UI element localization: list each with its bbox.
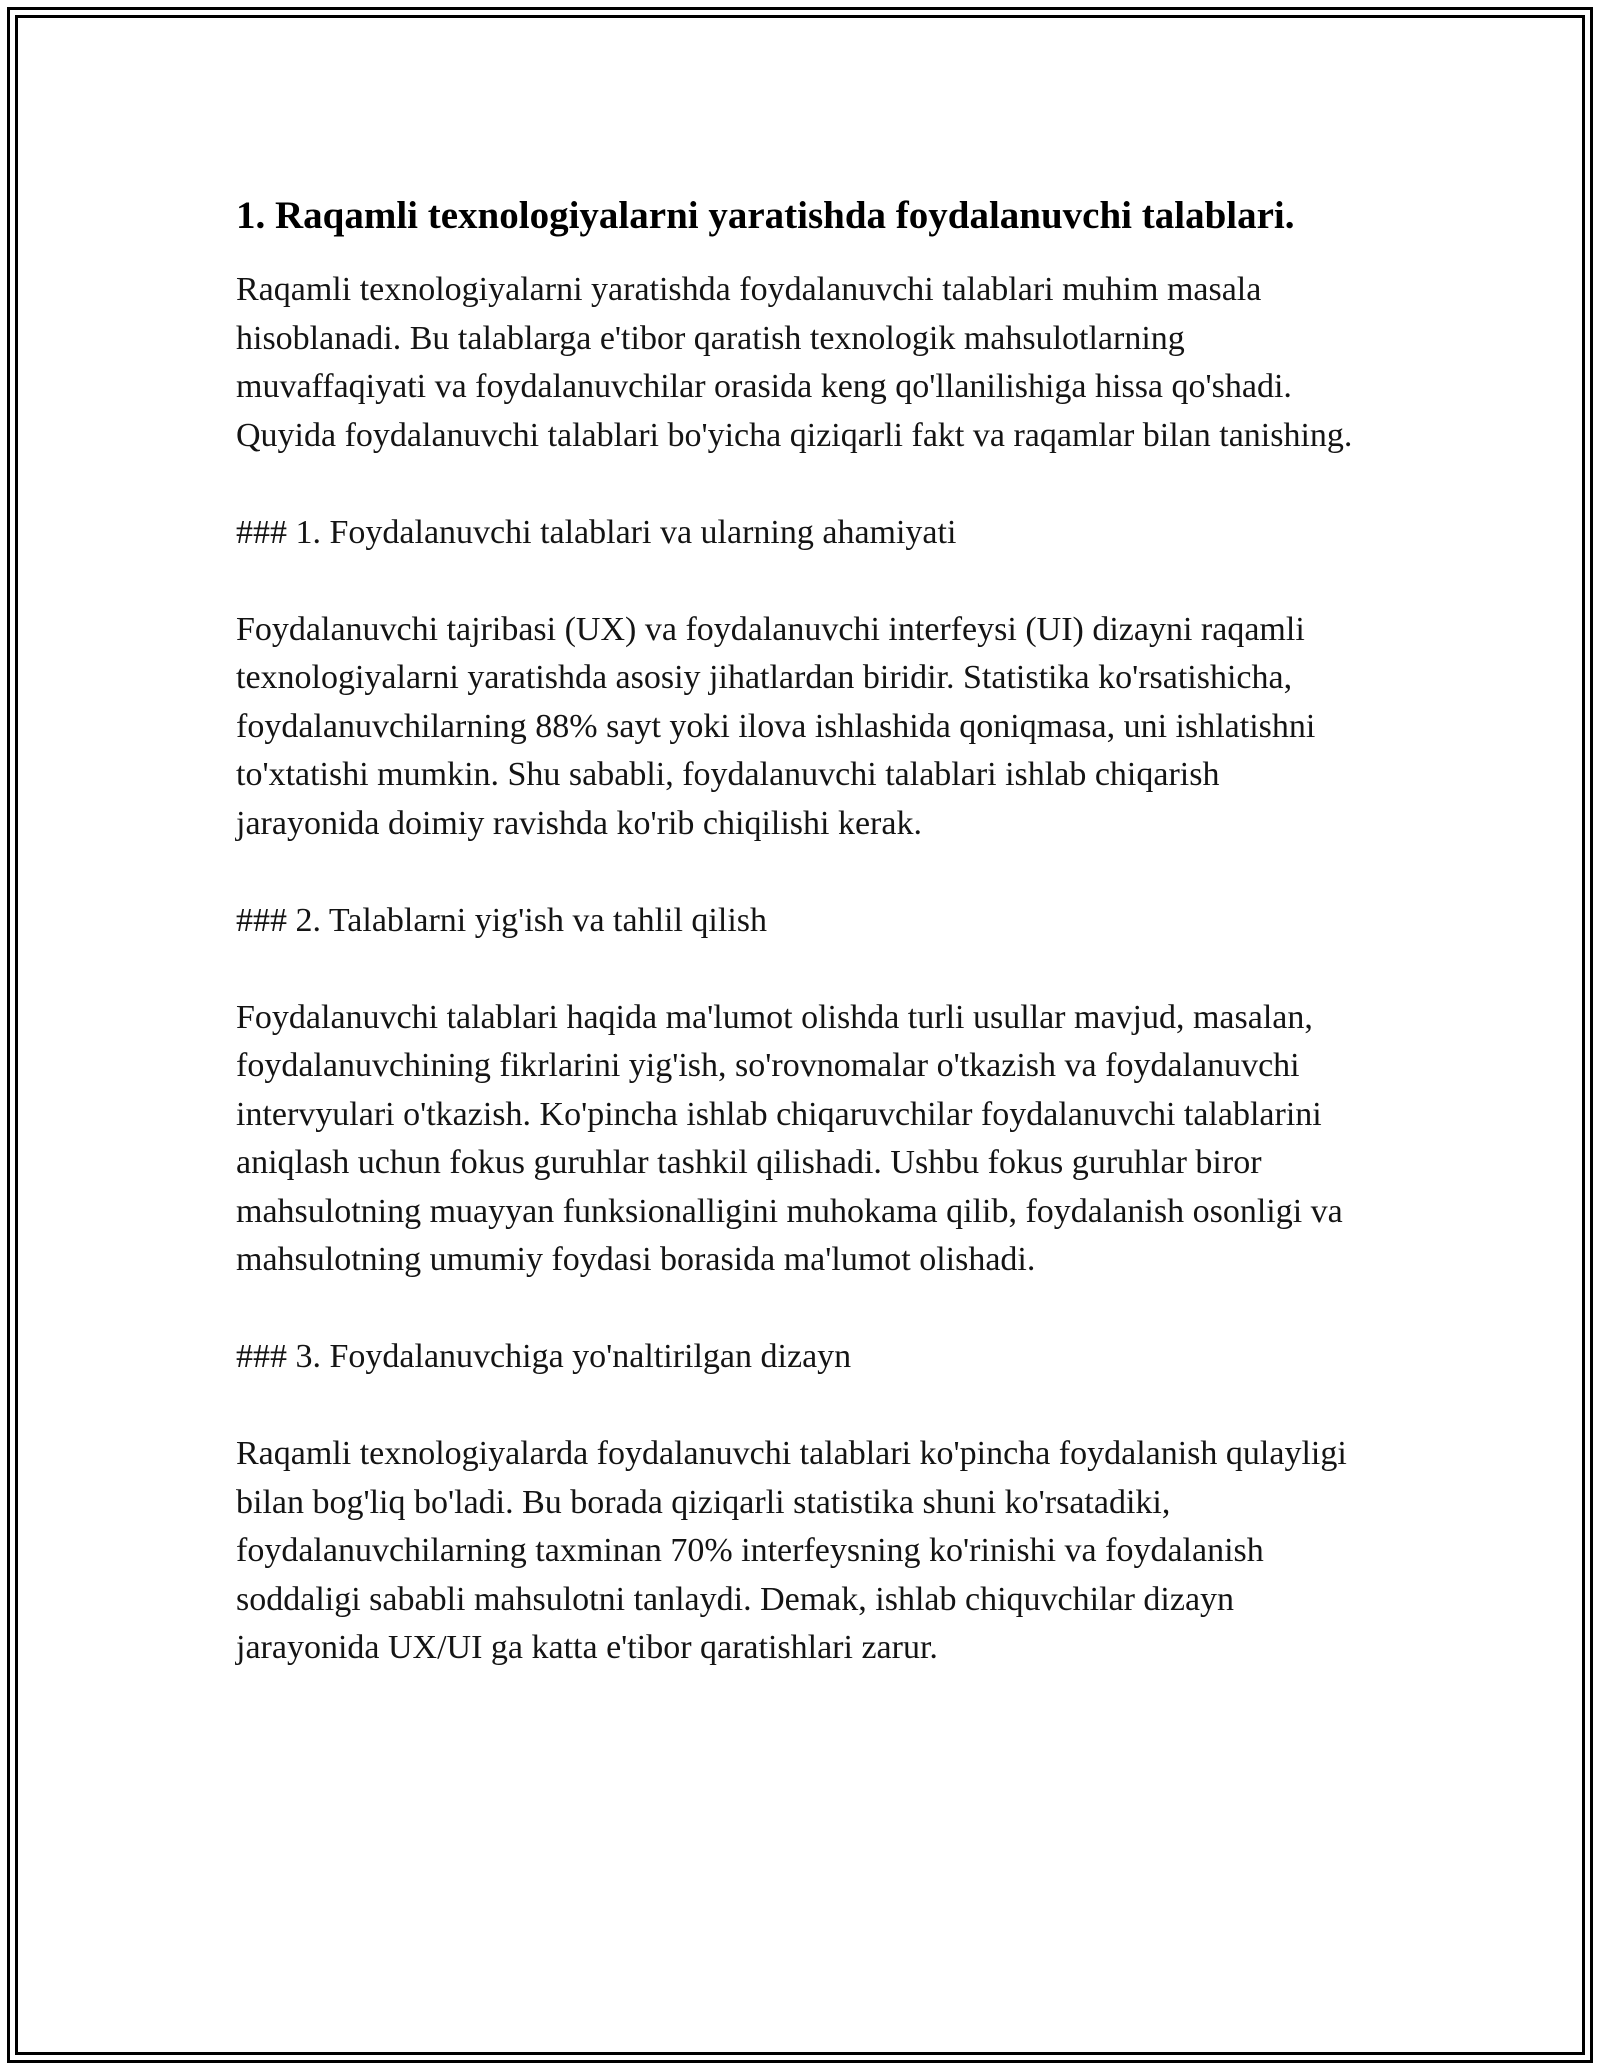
document-body: [236, 188, 1356, 1673]
document-title: 1. Raqamli texnologiyalarni yaratishda foydalanuvchi talablari.: [236, 194, 1295, 237]
spacer: [236, 1285, 1356, 1334]
section-heading-1: ### 1. Foydalanuvchi talablari va ularning ahamiyati: [236, 513, 957, 551]
section-heading-2: ### 2. Talablarni yig'ish va tahlil qilish: [236, 901, 768, 939]
spacer: [236, 557, 1356, 606]
intro-paragraph: Raqamli texnologiyalarni yaratishda foydalanuvchi talablari muhim masala hisoblanadi. Bu talablarga e'tibor qaratish texnologik mahsulotlarning muvaffaqiyati va foydalanuvchilar orasida keng qo'llanilishiga hissa qo'shadi. Quyida foydalanuvchi talablari bo'yicha qiziqarli fakt va raqamlar bilan tanishing.: [236, 271, 1353, 454]
spacer: [236, 848, 1356, 897]
spacer: [236, 1382, 1356, 1431]
section-heading-3: ### 3. Foydalanuvchiga yo'naltirilgan dizayn: [236, 1338, 852, 1375]
section-body-2: Foydalanuvchi talablari haqida ma'lumot olishda turli usullar mavjud, masalan, foydalanuvchining fikrlarini yig'ish, so'rovnomalar o'tkazish va foydalanuvchi intervyulari o'tkazish. Ko'pincha ishlab chiqaruvchilar foydalanuvchi talablarini aniqlash uchun fokus guruhlar tashkil qilishadi. Ushbu fokus guruhlar biror mahsulotning muayyan funksionalligini muhokama qilib, foydalanish osonligi va mahsulotning umumiy foydasi borasida ma'lumot olishadi.: [236, 998, 1343, 1278]
section-body-3: Raqamli texnologiyalarda foydalanuvchi talablari ko'pincha foydalanish qulayligi bilan bog'liq bo'ladi. Bu borada qiziqarli statistika shuni ko'rsatadiki, foydalanuvchilarning taxminan 70% interfeysning ko'rinishi va foydalanish soddaligi sababli mahsulotni tanlaydi. Demak, ishlab chiquvchilar dizayn jarayonida UX/UI ga katta e'tibor qaratishlari zarur.: [236, 1435, 1347, 1666]
spacer: [236, 945, 1356, 994]
spacer: [236, 460, 1356, 509]
section-body-1: Foydalanuvchi tajribasi (UX) va foydalanuvchi interfeysi (UI) dizayni raqamli texnologiyalarni yaratishda asosiy jihatlardan biridir. Statistika ko'rsatishicha, foydalanuvchilarning 88% sayt yoki ilova ishlashida qoniqmasa, uni ishlatishni to'xtatishi mumkin. Shu sababli, foydalanuvchi talablari ishlab chiqarish jarayonida doimiy ravishda ko'rib chiqilishi kerak.: [236, 610, 1316, 842]
